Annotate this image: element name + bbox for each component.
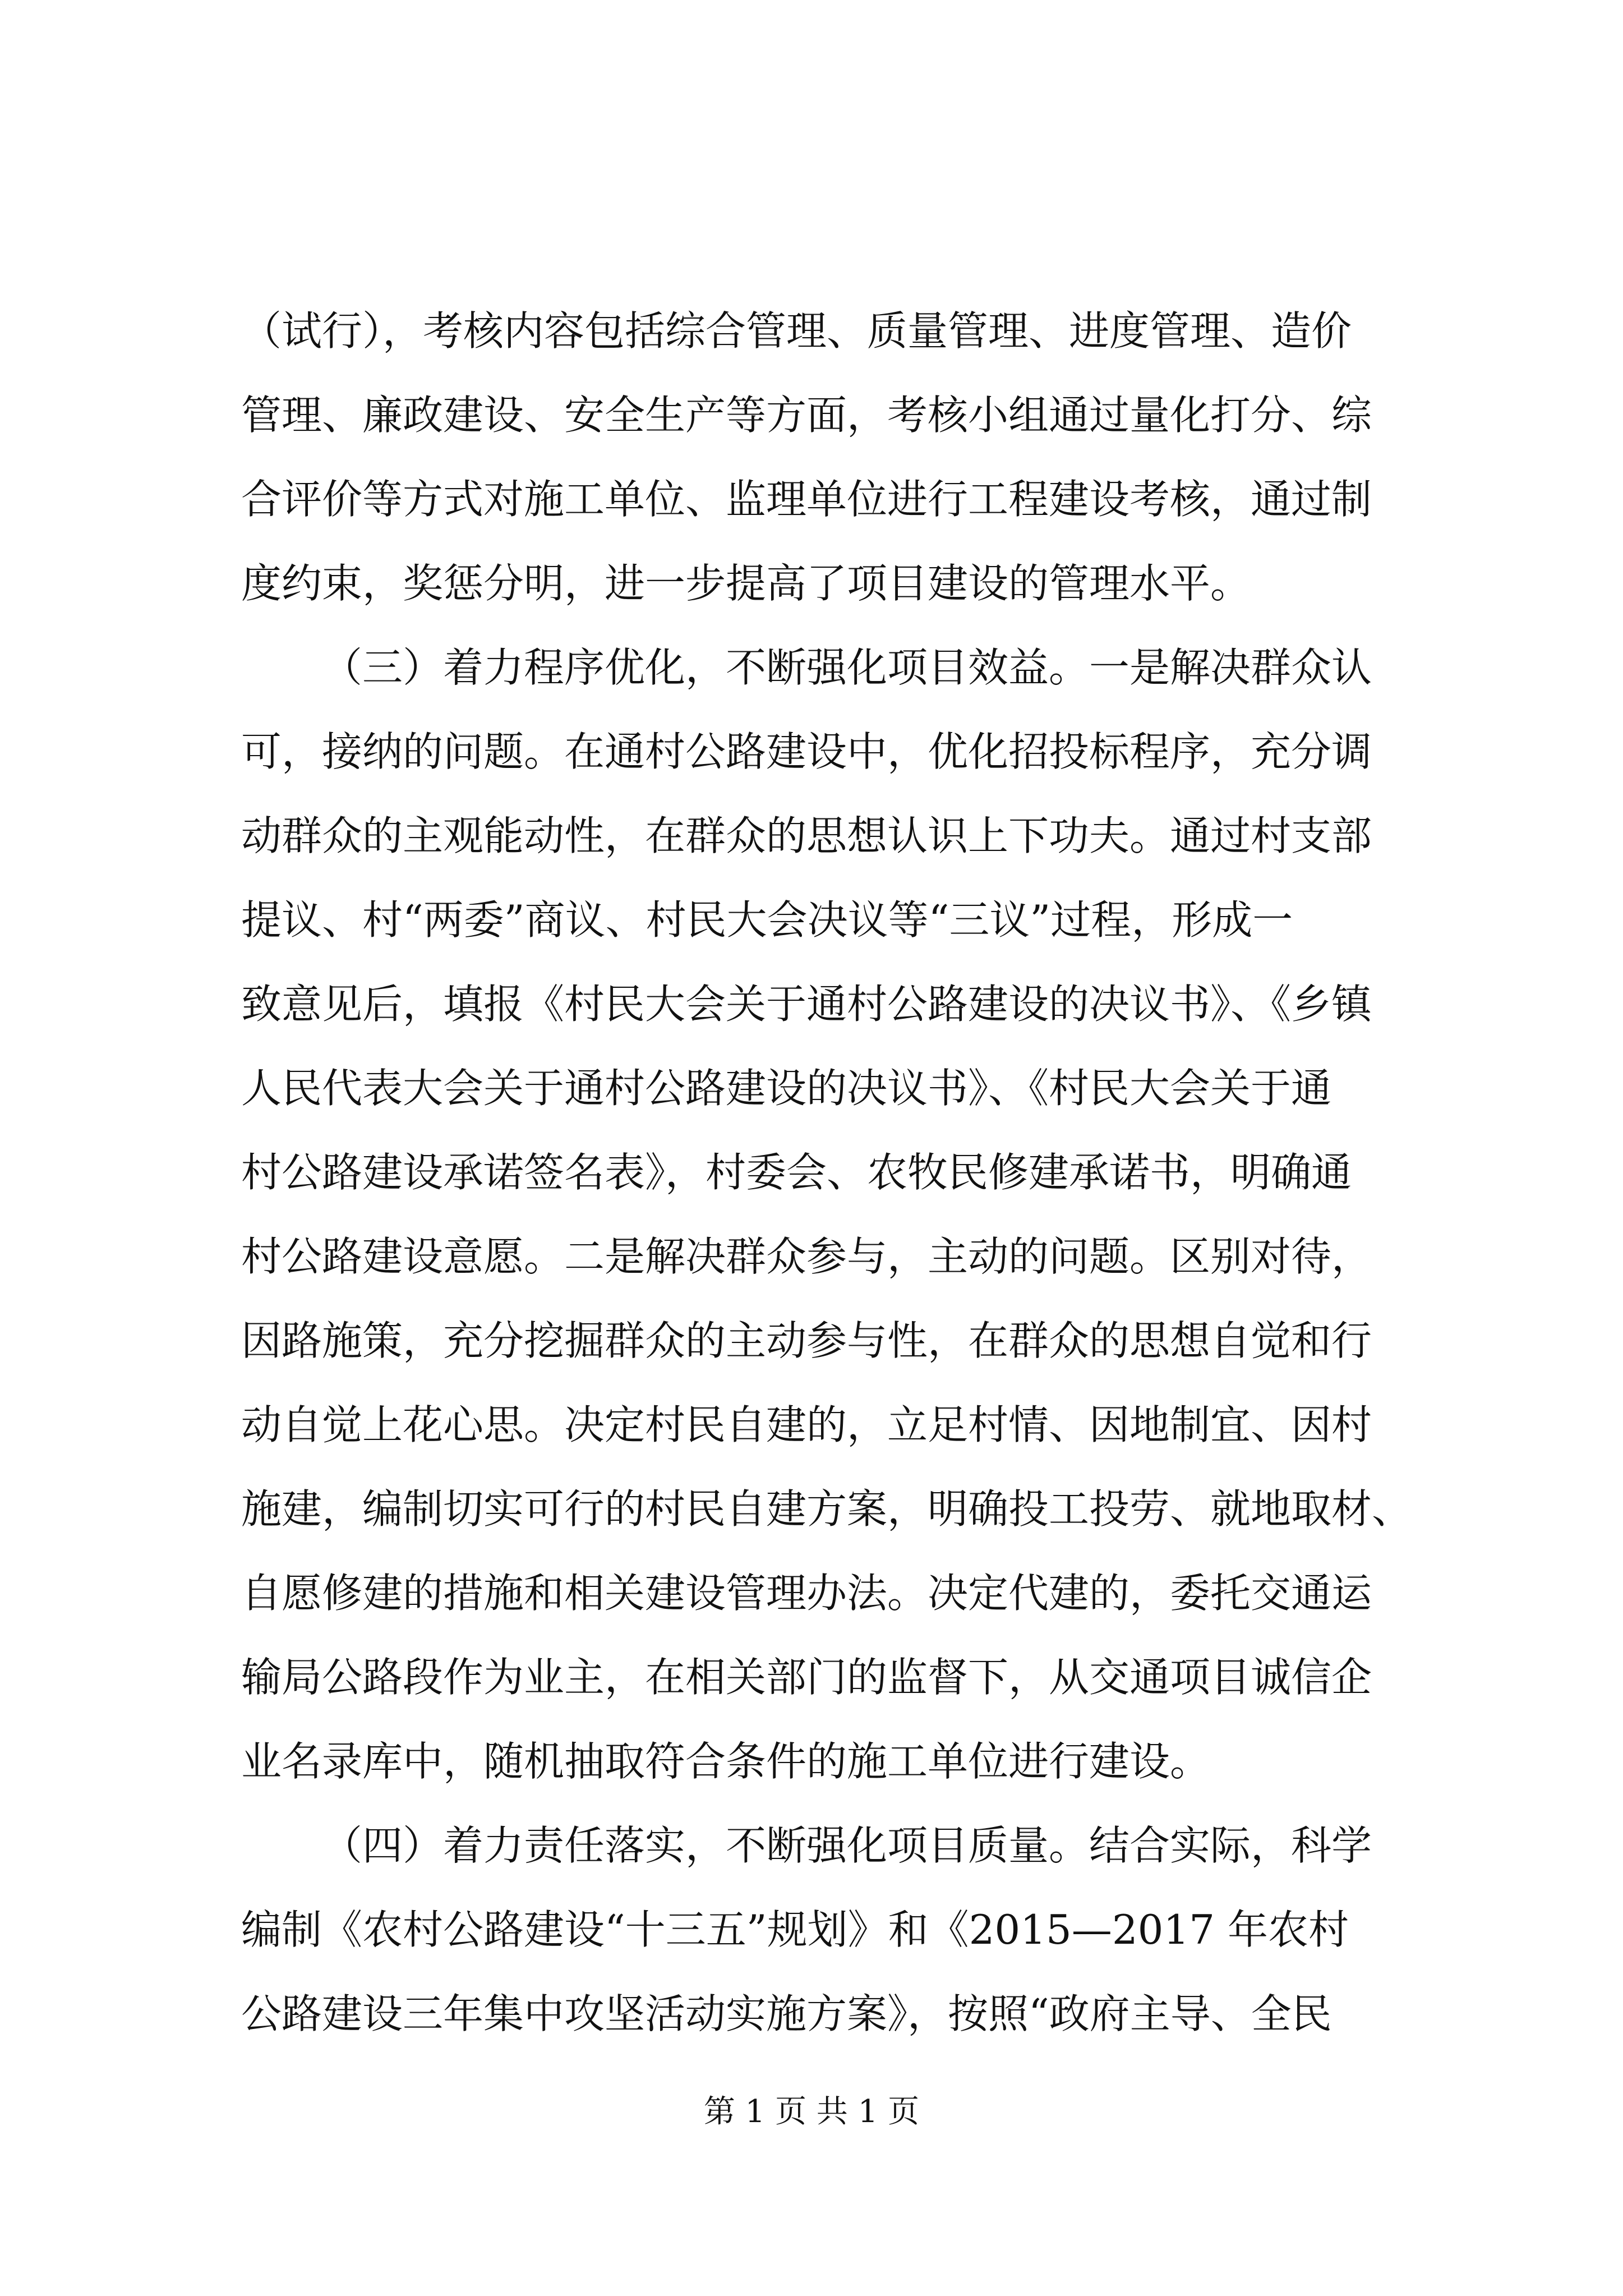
text-line: 村公路建设意愿。二是解决群众参与，主动的问题。区别对待， (241, 1233, 1372, 1280)
text-line: 提议、村“两委”商议、村民大会决议等“三议”过程，形成一 (241, 896, 1293, 944)
text-line: 村公路建设承诺签名表》，村委会、农牧民修建承诺书，明确通 (241, 1149, 1352, 1196)
paragraph-heading-line: （四）着力责任落实，不断强化项目质量。结合实际，科学 (322, 1822, 1372, 1869)
paragraph-heading-line: （三）着力程序优化，不断强化项目效益。一是解决群众认 (322, 644, 1372, 691)
text-line: 业名录库中，随机抽取符合条件的施工单位进行建设。 (241, 1738, 1211, 1785)
text-line: 自愿修建的措施和相关建设管理办法。决定代建的，委托交通运 (241, 1570, 1372, 1617)
text-line: 动自觉上花心思。决定村民自建的，立足村情、因地制宜、因村 (241, 1401, 1372, 1448)
text-line: 可，接纳的问题。在通村公路建设中，优化招投标程序，充分调 (241, 728, 1372, 775)
text-line: 人民代表大会关于通村公路建设的决议书》、《村民大会关于通 (241, 1065, 1332, 1112)
text-line: 致意见后，填报《村民大会关于通村公路建设的决议书》、《乡镇 (241, 981, 1372, 1028)
text-line: 因路施策，充分挖掘群众的主动参与性，在群众的思想自觉和行 (241, 1317, 1372, 1364)
page-footer: 第 1 页 共 1 页 (703, 2093, 920, 2130)
text-line: 公路建设三年集中攻坚活动实施方案》，按照“政府主导、全民 (241, 1990, 1332, 2037)
text-line: 施建，编制切实可行的村民自建方案，明确投工投劳、就地取材、 (241, 1485, 1413, 1533)
text-line: 度约束，奖惩分明，进一步提高了项目建设的管理水平。 (241, 560, 1251, 607)
text-line: 编制《农村公路建设“十三五”规划》和《2015—2017 年农村 (241, 1906, 1349, 1953)
text-line: 动群众的主观能动性，在群众的思想认识上下功夫。通过村支部 (241, 812, 1372, 859)
text-line: （试行），考核内容包括综合管理、质量管理、进度管理、造价 (241, 307, 1352, 355)
text-line: 输局公路段作为业主，在相关部门的监督下，从交通项目诚信企 (241, 1654, 1372, 1701)
text-line: 管理、廉政建设、安全生产等方面，考核小组通过量化打分、综 (241, 392, 1372, 439)
text-line: 合评价等方式对施工单位、监理单位进行工程建设考核，通过制 (241, 476, 1372, 523)
